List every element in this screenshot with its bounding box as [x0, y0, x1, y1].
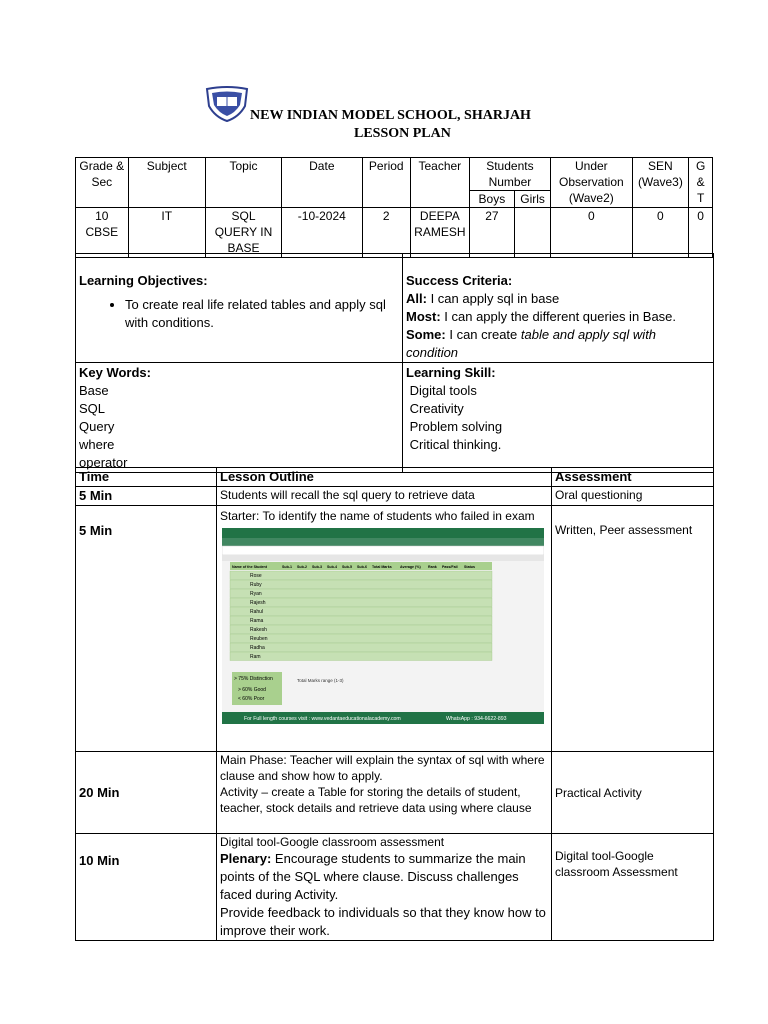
all-label: All:: [406, 291, 427, 306]
all-text: I can apply sql in base: [426, 291, 560, 306]
sheet-row-band: [230, 643, 492, 652]
most-label: Most:: [406, 309, 441, 324]
skill-item: Critical thinking.: [409, 437, 502, 452]
under-observation-header: Under Observation (Wave2): [551, 158, 632, 208]
some-italic-text: table and apply sql with condition: [406, 327, 657, 360]
row2-time: 5 Min: [76, 506, 217, 752]
skill-item: Digital tools: [409, 383, 477, 398]
keyword-item: where: [79, 437, 115, 452]
period-header: Period: [362, 158, 410, 208]
sheet-column-header: Sub-4: [327, 565, 337, 569]
activity-text: Activity – create a Table for storing the details of student, teacher, stock details and retrieve data using where clause: [220, 785, 532, 815]
sheet-student-name: Rose: [250, 573, 262, 579]
keyword-item: operator: [79, 455, 128, 470]
row4-assessment: Digital tool-Google classroom Assessment: [552, 834, 714, 941]
formula-bar: [222, 546, 544, 555]
sen-value: 0: [632, 208, 689, 258]
sheet-student-name: Rajesh: [250, 600, 266, 606]
sheet-student-name: Rahul: [250, 609, 264, 615]
gt-header: G & T: [689, 158, 713, 208]
digital-tool-text: Digital tool-Google classroom assessment: [220, 835, 445, 849]
keyword-item: Base: [79, 383, 109, 398]
date-header: Date: [282, 158, 362, 208]
sheet-column-header: Status: [464, 565, 475, 569]
sheet-column-header: Rank: [428, 565, 437, 569]
footer-left-text: For Full length courses visit : www.vedantaeducationalacademy.com: [244, 716, 401, 722]
sheet-column-header: Sub-2: [297, 565, 307, 569]
period-value: 2: [362, 208, 410, 258]
objectives-table: [75, 253, 714, 473]
lesson-outline-table: [75, 467, 714, 941]
sheet-row-band: [230, 598, 492, 607]
sheet-row-band: [230, 616, 492, 625]
footer-right-text: WhatsApp : 934-6622-893: [446, 716, 507, 722]
starter-text: Starter: To identify the name of students who failed in exam: [220, 509, 535, 523]
under-observation-value: 0: [551, 208, 632, 258]
skill-item: Problem solving: [409, 419, 503, 434]
sheet-row-band: [230, 634, 492, 643]
row3-assessment: Practical Activity: [552, 752, 714, 834]
range-note: Total Marks range (1-3): [297, 678, 344, 683]
sheet-row-band: [230, 607, 492, 616]
sheet-student-name: Reuben: [250, 636, 268, 642]
date-value: -10-2024: [282, 208, 362, 258]
sheet-student-name: Ram: [250, 654, 261, 660]
key-words-cell: [76, 363, 403, 473]
sheet-row-band: [230, 580, 492, 589]
row1-outline: Students will recall the sql query to retrieve data: [217, 487, 552, 506]
learning-skill-title: Learning Skill:: [406, 365, 496, 380]
objective-item: • To create real life related tables and apply sql with conditions.: [125, 296, 399, 332]
learning-objectives-title: Learning Objectives:: [79, 273, 208, 288]
plenary-text: Encourage students to summarize the main points of the SQL where clause. Discuss challenges faced during Activity.: [220, 851, 526, 902]
grade-value: 10 CBSE: [76, 208, 129, 258]
outline-header: Lesson Outline: [217, 468, 552, 487]
success-criteria-cell: [403, 254, 714, 363]
sheet-row-band: [230, 589, 492, 598]
boys-header: Boys: [469, 191, 514, 208]
sheet-student-name: Rama: [250, 618, 264, 624]
sheet-row-band: [230, 571, 492, 580]
keyword-item: Query: [79, 419, 115, 434]
excel-ribbon: [222, 538, 544, 546]
sheet-column-header: Total Marks: [372, 565, 392, 569]
column-header-row: [222, 555, 544, 561]
teacher-value: DEEPA RAMESH: [410, 208, 469, 258]
success-criteria-title: Success Criteria:: [406, 273, 513, 288]
boys-value: 27: [469, 208, 514, 258]
keyword-item: SQL: [79, 401, 106, 416]
row2-outline: [217, 506, 552, 752]
sheet-row-band: [230, 652, 492, 661]
sheet-column-header: Name of the Student: [232, 565, 267, 569]
legend-line: < 60% Poor: [238, 696, 265, 702]
girls-value: [515, 208, 551, 258]
sheet-column-header: Sub-5: [342, 565, 352, 569]
row3-time: 20 Min: [76, 752, 217, 834]
assessment-header: Assessment: [552, 468, 714, 487]
teacher-header: Teacher: [410, 158, 469, 208]
feedback-text: Provide feedback to individuals so that they know how to improve their work.: [220, 905, 546, 938]
students-number-header: Students Number: [469, 158, 550, 191]
school-name: NEW INDIAN MODEL SCHOOL, SHARJAH: [250, 108, 531, 123]
sheet-column-header: Sub-6: [357, 565, 367, 569]
subject-header: Subject: [128, 158, 205, 208]
row1-assessment: Oral questioning: [552, 487, 714, 506]
girls-header: Girls: [515, 191, 551, 208]
row4-outline: [217, 834, 552, 941]
row1-time: 5 Min: [76, 487, 217, 506]
school-crest-logo: [203, 86, 251, 122]
sheet-column-header: Pass/Fail: [442, 565, 458, 569]
sheet-student-name: Rakesh: [250, 627, 267, 633]
sheet-column-header: Sub-3: [312, 565, 322, 569]
sheet-column-header: Sub-1: [282, 565, 292, 569]
skill-item: Creativity: [409, 401, 464, 416]
sen-header: SEN (Wave3): [632, 158, 689, 208]
excel-titlebar: [222, 528, 544, 538]
row3-outline: [217, 752, 552, 834]
spreadsheet-screenshot: [222, 528, 544, 724]
some-label: Some:: [406, 327, 446, 342]
plenary-label: Plenary:: [220, 851, 272, 866]
key-words-title: Key Words:: [79, 365, 151, 380]
gt-value: 0: [689, 208, 713, 258]
legend-line: > 75% Distinction: [234, 676, 273, 682]
learning-objectives-cell: [76, 254, 403, 363]
some-text: I can create: [445, 327, 521, 342]
class-info-table: [75, 157, 713, 258]
sheet-student-name: Ryan: [250, 591, 262, 597]
topic-header: Topic: [205, 158, 281, 208]
row2-assessment: Written, Peer assessment: [552, 506, 714, 752]
grade-header: Grade & Sec: [76, 158, 129, 208]
time-header: Time: [76, 468, 217, 487]
subject-value: IT: [128, 208, 205, 258]
sheet-row-band: [230, 625, 492, 634]
most-text: I can apply the different queries in Base.: [440, 309, 677, 324]
sheet-column-header: Average (%): [400, 565, 421, 569]
legend-line: > 60% Good: [238, 687, 266, 693]
topic-value: SQL QUERY IN BASE: [205, 208, 281, 258]
learning-skill-cell: [403, 363, 714, 473]
sheet-student-name: Radha: [250, 645, 265, 651]
sheet-student-name: Ruby: [250, 582, 262, 588]
row4-time: 10 Min: [76, 834, 217, 941]
main-phase-text: Main Phase: Teacher will explain the syntax of sql with where clause and show how to apply.: [220, 753, 545, 783]
document-title: LESSON PLAN: [354, 126, 451, 141]
